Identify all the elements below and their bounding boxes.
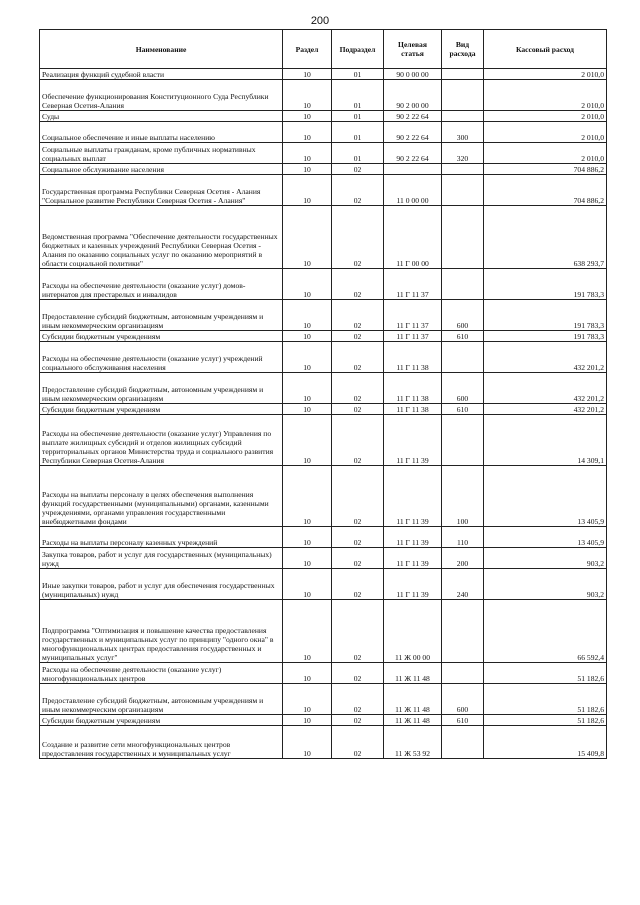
row-expense-type xyxy=(442,415,484,466)
row-expense-type xyxy=(442,164,484,175)
table-row xyxy=(40,300,607,331)
row-target: 90 2 22 64 xyxy=(384,111,442,122)
row-expense-type xyxy=(442,269,484,300)
row-expense-type xyxy=(442,69,484,80)
row-subsection: 02 xyxy=(332,600,384,663)
row-subsection: 01 xyxy=(332,80,384,111)
row-name: Создание и развитие сети многофункциональных центров предоставления государственных и муниципальных услуг xyxy=(40,726,283,759)
row-section: 10 xyxy=(283,122,332,143)
row-target: 11 Ж 53 92 xyxy=(384,726,442,759)
row-section: 10 xyxy=(283,175,332,206)
row-expense-type xyxy=(442,111,484,122)
row-section: 10 xyxy=(283,726,332,759)
row-target: 11 Г 11 38 xyxy=(384,404,442,415)
row-name: Иные закупки товаров, работ и услуг для обеспечения государственных (муниципальных) нужд xyxy=(40,569,283,600)
row-target: 11 Г 11 39 xyxy=(384,415,442,466)
row-subsection: 02 xyxy=(332,331,384,342)
row-cash: 191 783,3 xyxy=(484,300,607,331)
row-target: 11 Ж 00 00 xyxy=(384,600,442,663)
row-name: Предоставление субсидий бюджетным, автономным учреждениям и иным некоммерческим организациям xyxy=(40,373,283,404)
table-row xyxy=(40,111,607,122)
row-section: 10 xyxy=(283,331,332,342)
row-target: 11 Ж 11 48 xyxy=(384,663,442,684)
header-cash: Кассовый расход xyxy=(484,30,607,69)
row-cash: 191 783,3 xyxy=(484,331,607,342)
row-section: 10 xyxy=(283,269,332,300)
row-subsection: 02 xyxy=(332,404,384,415)
row-expense-type: 100 xyxy=(442,466,484,527)
row-name: Субсидии бюджетным учреждениям xyxy=(40,715,283,726)
row-target: 11 Г 11 38 xyxy=(384,373,442,404)
row-target xyxy=(384,164,442,175)
row-target: 11 Ж 11 48 xyxy=(384,684,442,715)
table-row xyxy=(40,527,607,548)
row-cash: 432 201,2 xyxy=(484,373,607,404)
row-cash: 66 592,4 xyxy=(484,600,607,663)
row-name: Расходы на обеспечение деятельности (оказание услуг) многофункциональных центров xyxy=(40,663,283,684)
row-expense-type xyxy=(442,175,484,206)
row-section: 10 xyxy=(283,600,332,663)
row-name: Расходы на выплаты персоналу в целях обеспечения выполнения функций государственными (муниципальными) органами, казенными учреждениями, органами управления государственными внебюджетными фондами xyxy=(40,466,283,527)
row-cash: 51 182,6 xyxy=(484,663,607,684)
row-cash: 2 010,0 xyxy=(484,111,607,122)
row-section: 10 xyxy=(283,548,332,569)
row-name: Социальное обеспечение и иные выплаты населению xyxy=(40,122,283,143)
row-target: 11 Г 11 39 xyxy=(384,466,442,527)
row-target: 11 Г 11 39 xyxy=(384,569,442,600)
row-expense-type: 610 xyxy=(442,331,484,342)
row-subsection: 02 xyxy=(332,164,384,175)
row-subsection: 01 xyxy=(332,122,384,143)
table-row xyxy=(40,600,607,663)
row-expense-type: 610 xyxy=(442,715,484,726)
row-subsection: 02 xyxy=(332,715,384,726)
row-cash: 432 201,2 xyxy=(484,342,607,373)
row-cash: 2 010,0 xyxy=(484,69,607,80)
row-section: 10 xyxy=(283,663,332,684)
row-expense-type xyxy=(442,206,484,269)
row-name: Реализация функций судебной власти xyxy=(40,69,283,80)
row-cash: 13 405,9 xyxy=(484,466,607,527)
row-cash: 14 309,1 xyxy=(484,415,607,466)
row-name: Расходы на выплаты персоналу казенных учреждений xyxy=(40,527,283,548)
table-row xyxy=(40,684,607,715)
row-name: Обеспечение функционирования Конституционного Суда Республики Северная Осетия-Алания xyxy=(40,80,283,111)
row-subsection: 02 xyxy=(332,415,384,466)
table-row xyxy=(40,164,607,175)
table-row xyxy=(40,715,607,726)
row-name: Субсидии бюджетным учреждениям xyxy=(40,331,283,342)
row-subsection: 02 xyxy=(332,527,384,548)
row-cash: 704 886,2 xyxy=(484,175,607,206)
row-name: Ведомственная программа "Обеспечение деятельности государственных бюджетных и казенных учреждений Республики Северная Осетия - Алания по оказанию социальных услуг по оказанию мероприятий в области социальной политики" xyxy=(40,206,283,269)
row-section: 10 xyxy=(283,300,332,331)
row-expense-type: 320 xyxy=(442,143,484,164)
row-subsection: 02 xyxy=(332,684,384,715)
row-expense-type: 300 xyxy=(442,122,484,143)
row-target: 11 0 00 00 xyxy=(384,175,442,206)
row-target: 11 Г 11 39 xyxy=(384,527,442,548)
row-subsection: 02 xyxy=(332,373,384,404)
row-name: Закупка товаров, работ и услуг для государственных (муниципальных) нужд xyxy=(40,548,283,569)
row-section: 10 xyxy=(283,111,332,122)
header-target: Целевая статья xyxy=(384,30,442,69)
header-name: Наименование xyxy=(40,30,283,69)
row-section: 10 xyxy=(283,342,332,373)
row-name: Расходы на обеспечение деятельности (оказание услуг) учреждений социального обслуживания населения xyxy=(40,342,283,373)
row-section: 10 xyxy=(283,80,332,111)
row-cash: 51 182,6 xyxy=(484,684,607,715)
row-cash: 903,2 xyxy=(484,548,607,569)
row-section: 10 xyxy=(283,466,332,527)
row-section: 10 xyxy=(283,404,332,415)
row-name: Суды xyxy=(40,111,283,122)
row-expense-type: 600 xyxy=(442,684,484,715)
table-row xyxy=(40,331,607,342)
row-name: Предоставление субсидий бюджетным, автономным учреждениям и иным некоммерческим организациям xyxy=(40,684,283,715)
row-name: Подпрограмма "Оптимизация и повышение качества предоставления государственных и муниципальных услуг по принципу "одного окна" в многофункциональных центрах предоставления государственных и муниципальных услуг" xyxy=(40,600,283,663)
row-expense-type xyxy=(442,342,484,373)
row-target: 11 Г 11 37 xyxy=(384,300,442,331)
table-row xyxy=(40,373,607,404)
row-target: 11 Г 11 37 xyxy=(384,331,442,342)
row-target: 11 Ж 11 48 xyxy=(384,715,442,726)
table-row xyxy=(40,80,607,111)
table-row xyxy=(40,415,607,466)
header-subsection: Подраздел xyxy=(332,30,384,69)
row-expense-type: 600 xyxy=(442,373,484,404)
header-section: Раздел xyxy=(283,30,332,69)
row-cash: 2 010,0 xyxy=(484,80,607,111)
row-section: 10 xyxy=(283,715,332,726)
row-expense-type xyxy=(442,663,484,684)
table-header-row xyxy=(40,30,607,69)
row-cash: 191 783,3 xyxy=(484,269,607,300)
row-target: 90 0 00 00 xyxy=(384,69,442,80)
budget-table xyxy=(39,29,607,759)
row-subsection: 02 xyxy=(332,206,384,269)
row-cash: 638 293,7 xyxy=(484,206,607,269)
row-target: 11 Г 11 39 xyxy=(384,548,442,569)
row-cash: 13 405,9 xyxy=(484,527,607,548)
row-section: 10 xyxy=(283,527,332,548)
row-expense-type: 240 xyxy=(442,569,484,600)
table-row xyxy=(40,175,607,206)
row-name: Расходы на обеспечение деятельности (оказание услуг) Управления по выплате жилищных субсидий и отделов жилищных субсидий территориальных органов Министерства труда и социального развития Республики Северная Осетия-Алания xyxy=(40,415,283,466)
table-row xyxy=(40,269,607,300)
table-row xyxy=(40,663,607,684)
row-target: 90 2 00 00 xyxy=(384,80,442,111)
row-expense-type xyxy=(442,600,484,663)
row-subsection: 02 xyxy=(332,569,384,600)
row-expense-type: 110 xyxy=(442,527,484,548)
row-section: 10 xyxy=(283,415,332,466)
row-subsection: 02 xyxy=(332,663,384,684)
row-subsection: 02 xyxy=(332,466,384,527)
row-target: 11 Г 11 37 xyxy=(384,269,442,300)
row-expense-type: 600 xyxy=(442,300,484,331)
row-name: Социальные выплаты гражданам, кроме публичных нормативных социальных выплат xyxy=(40,143,283,164)
row-section: 10 xyxy=(283,206,332,269)
table-row xyxy=(40,548,607,569)
row-target: 90 2 22 64 xyxy=(384,143,442,164)
row-cash: 903,2 xyxy=(484,569,607,600)
row-subsection: 01 xyxy=(332,69,384,80)
row-expense-type: 610 xyxy=(442,404,484,415)
row-subsection: 02 xyxy=(332,548,384,569)
row-subsection: 02 xyxy=(332,342,384,373)
row-section: 10 xyxy=(283,143,332,164)
row-section: 10 xyxy=(283,569,332,600)
row-name: Расходы на обеспечение деятельности (оказание услуг) домов-интернатов для престарелых и инвалидов xyxy=(40,269,283,300)
row-section: 10 xyxy=(283,69,332,80)
table-row xyxy=(40,206,607,269)
header-expense-type: Вид расхода xyxy=(442,30,484,69)
row-cash: 15 409,8 xyxy=(484,726,607,759)
table-row xyxy=(40,404,607,415)
row-name: Субсидии бюджетным учреждениям xyxy=(40,404,283,415)
table-row xyxy=(40,69,607,80)
row-subsection: 02 xyxy=(332,175,384,206)
row-subsection: 01 xyxy=(332,143,384,164)
row-section: 10 xyxy=(283,373,332,404)
row-subsection: 01 xyxy=(332,111,384,122)
row-cash: 704 886,2 xyxy=(484,164,607,175)
page-number: 200 xyxy=(310,15,330,27)
table-row xyxy=(40,122,607,143)
row-subsection: 02 xyxy=(332,300,384,331)
row-subsection: 02 xyxy=(332,726,384,759)
table-row xyxy=(40,726,607,759)
row-section: 10 xyxy=(283,164,332,175)
row-target: 11 Г 00 00 xyxy=(384,206,442,269)
row-name: Социальное обслуживание населения xyxy=(40,164,283,175)
table-row xyxy=(40,569,607,600)
table-row xyxy=(40,342,607,373)
table-row xyxy=(40,466,607,527)
row-expense-type xyxy=(442,80,484,111)
row-subsection: 02 xyxy=(332,269,384,300)
table-row xyxy=(40,143,607,164)
row-name: Государственная программа Республики Северная Осетия - Алания "Социальное развитие Республики Северная Осетия - Алания" xyxy=(40,175,283,206)
row-section: 10 xyxy=(283,684,332,715)
row-target: 90 2 22 64 xyxy=(384,122,442,143)
row-cash: 432 201,2 xyxy=(484,404,607,415)
row-name: Предоставление субсидий бюджетным, автономным учреждениям и иным некоммерческим организациям xyxy=(40,300,283,331)
row-expense-type xyxy=(442,726,484,759)
row-cash: 51 182,6 xyxy=(484,715,607,726)
row-expense-type: 200 xyxy=(442,548,484,569)
row-cash: 2 010,0 xyxy=(484,143,607,164)
row-cash: 2 010,0 xyxy=(484,122,607,143)
row-target: 11 Г 11 38 xyxy=(384,342,442,373)
